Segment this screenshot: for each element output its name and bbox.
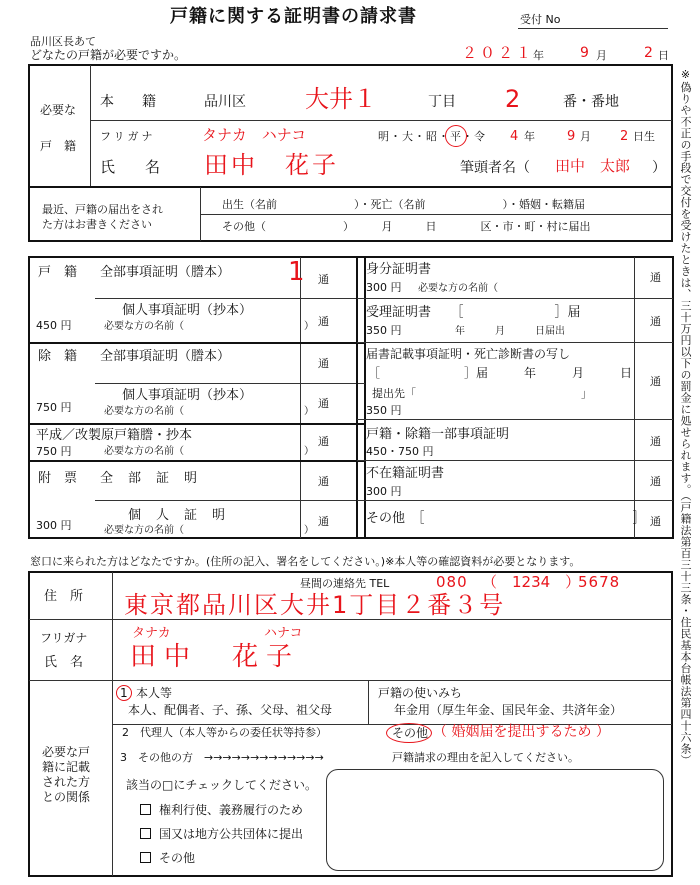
fuhyo-kojin-label: 個 人 証 明: [128, 508, 227, 523]
heisei-label: 平成／改製原戸籍謄・抄本: [36, 428, 193, 443]
juri-label[interactable]: 受理証明書 ［ ］届: [366, 305, 581, 320]
name-value[interactable]: 田中 花子: [204, 151, 339, 179]
tsu-unit: 通: [650, 271, 661, 284]
heisei-price: 750 円: [36, 445, 72, 458]
teishutsu-line[interactable]: 提出先「 」: [372, 387, 592, 400]
tel-part-3[interactable]: 5678: [578, 573, 621, 591]
applicant-furigana-2[interactable]: ハナコ: [264, 626, 303, 641]
check-instruction: 該当の□にチェックしてください。: [126, 778, 317, 792]
mibun-label: 身分証明書: [366, 262, 432, 277]
whose-koseki-question: どなたの戸籍が必要ですか。: [30, 48, 187, 62]
tel-part-1[interactable]: 080: [436, 573, 468, 591]
option3-reason-prompt: 戸籍請求の理由を記入してください。: [392, 751, 579, 764]
option1-number[interactable]: 1: [120, 686, 128, 700]
addressee: 品川区長あて: [30, 35, 96, 48]
koseki-zenbu-label: 全部事項証明（謄本）: [100, 265, 231, 280]
date-year[interactable]: ２０２１: [462, 44, 535, 62]
tsu-unit: 通: [318, 475, 329, 488]
fuhyo-row-label: 附 票: [38, 471, 78, 486]
birth-month[interactable]: 9: [567, 129, 576, 144]
window-visitor-question: 窓口に来られた方はどなたですか。(住所の記入、署名をしてください。)※本人等の確認資料が必要となります。: [30, 555, 581, 568]
receipt-number-label: 受付 No: [520, 13, 561, 26]
era-selected-circle: [445, 125, 467, 147]
tsu-unit: 通: [650, 515, 661, 528]
option1-detail: 本人、配偶者、子、孫、父母、祖父母: [128, 703, 333, 717]
joseki-name-note[interactable]: 必要な方の名前（ ）: [104, 406, 314, 417]
head-close-paren: ）: [652, 160, 666, 176]
banchi-value[interactable]: 2: [505, 85, 521, 113]
usage-other-label[interactable]: その他: [392, 726, 429, 740]
usage-other-reason[interactable]: （ 婚姻届を提出するため ）: [433, 724, 610, 740]
koseki-row-label: 戸 籍: [38, 265, 78, 280]
joseki-price: 750 円: [36, 401, 72, 414]
birth-day[interactable]: 2: [620, 129, 629, 144]
birth-year[interactable]: 4: [510, 129, 519, 144]
daytime-tel-label: 昼間の連絡先 TEL: [300, 577, 390, 590]
month-unit: 月: [596, 49, 607, 62]
address-label: 住 所: [44, 589, 84, 604]
tsu-unit: 通: [318, 515, 329, 528]
honseki-label: 本 籍: [100, 94, 156, 110]
tsu-unit: 通: [318, 315, 329, 328]
mibun-price: 300 円: [366, 281, 402, 294]
name-label: 氏 名: [100, 158, 161, 176]
todoke-line[interactable]: ［ ］届 年 月 日: [368, 366, 633, 380]
era-options[interactable]: 明・大・昭・平・令: [378, 130, 486, 143]
koseki-price: 450 円: [36, 319, 72, 332]
tsu-unit: 通: [650, 475, 661, 488]
birth-year-unit: 年: [524, 130, 535, 143]
applicant-name-label: 氏 名: [44, 655, 84, 670]
juri-price: 350 円: [366, 324, 402, 337]
ichibu-label: 戸籍・除籍一部事項証明: [366, 427, 510, 442]
day-unit: 日: [658, 49, 669, 62]
checkbox-icon[interactable]: [140, 852, 151, 863]
koseki-zenbu-count[interactable]: 1: [288, 257, 305, 287]
reason-input-box[interactable]: [326, 769, 664, 871]
form-title: 戸籍に関する証明書の請求書: [170, 6, 417, 27]
todoke-label: 届書記載事項証明・死亡診断書の写し: [366, 347, 571, 361]
address-value[interactable]: 東京都品川区大井1丁目２番３号: [124, 591, 506, 619]
birth-suffix: 日生: [633, 130, 655, 143]
honseki-city: 品川区: [204, 94, 246, 110]
head-of-family-value[interactable]: 田中 太郎: [555, 157, 631, 175]
relationship-label: 必要な戸 籍に記載 された方 との関係: [42, 745, 91, 804]
joseki-row-label: 除 籍: [38, 349, 78, 364]
ichibu-price: 450・750 円: [366, 445, 434, 458]
mibun-name-note[interactable]: 必要な方の名前（: [418, 283, 498, 294]
chome-unit: 丁目: [428, 94, 456, 110]
required-label: 必要な: [40, 103, 77, 117]
recent-birth-death-line[interactable]: 出生（名前 ）・死亡（名前 ）・婚姻・転籍届: [222, 198, 585, 211]
recent-notice-line1: 最近、戸籍の届出をされ: [42, 203, 163, 216]
check-option-2[interactable]: 国又は地方公共団体に提出: [140, 828, 303, 840]
joseki-kojin-label: 個人事項証明（抄本）: [122, 388, 253, 403]
birth-month-unit: 月: [580, 130, 591, 143]
fuhyo-name-note[interactable]: 必要な方の名前（ ）: [104, 525, 314, 536]
tsu-unit: 通: [318, 397, 329, 410]
honseki-chome-value[interactable]: 大井１: [305, 85, 377, 113]
applicant-furigana-1[interactable]: タナカ: [132, 626, 171, 641]
furigana-label: フリガナ: [100, 130, 156, 143]
heisei-name-note[interactable]: 必要な方の名前（ ）: [104, 446, 314, 457]
check-option-3[interactable]: その他: [140, 852, 195, 864]
furigana-value[interactable]: タナカ ハナコ: [202, 126, 307, 144]
tsu-unit: 通: [650, 375, 661, 388]
sonota-label[interactable]: その他 ［ ］: [366, 511, 646, 526]
tsu-unit: 通: [650, 435, 661, 448]
penalty-side-note: ※偽りや不正の手段で交付を受けたときは、三十万円以下の罰金に処せられます。（戸籍法第百三十三条・住民基本台帳法第四十六条）: [679, 68, 692, 766]
tel-part-2[interactable]: （ 1234 ）: [482, 573, 581, 591]
todoke-price: 350 円: [366, 404, 402, 417]
date-day[interactable]: 2: [644, 45, 653, 61]
option1-label[interactable]: 本人等: [136, 686, 173, 700]
fuhyo-zenbu-label: 全 部 証 明: [100, 471, 199, 486]
koseki-label: 戸 籍: [40, 139, 77, 153]
fuhyo-price: 300 円: [36, 519, 72, 532]
koseki-kojin-label: 個人事項証明（抄本）: [122, 303, 253, 318]
recent-other-line[interactable]: その他（ ） 月 日 区・市・町・村に届出: [222, 220, 591, 233]
usage-pension[interactable]: 年金用（厚生年金、国民年金、共済年金）: [394, 703, 623, 717]
fuzai-price: 300 円: [366, 485, 402, 498]
year-unit: 年: [533, 49, 544, 62]
applicant-name-value[interactable]: 田中 花子: [130, 642, 301, 672]
fuzai-label: 不在籍証明書: [366, 466, 445, 481]
checkbox-icon[interactable]: [140, 828, 151, 839]
option2-agent[interactable]: 2 代理人（本人等からの委任状等持参）: [122, 726, 327, 739]
date-month[interactable]: 9: [580, 45, 589, 61]
recent-notice-line2: た方はお書きください: [42, 218, 152, 231]
koseki-name-note[interactable]: 必要な方の名前（ ）: [104, 321, 314, 332]
tsu-unit: 通: [318, 435, 329, 448]
tsu-unit: 通: [318, 273, 329, 286]
checkbox-icon[interactable]: [140, 804, 151, 815]
check-option-1[interactable]: 権利行使、義務履行のため: [140, 804, 303, 816]
juri-date[interactable]: 年 月 日届出: [455, 326, 565, 337]
tsu-unit: 通: [650, 315, 661, 328]
usage-label: 戸籍の使いみち: [378, 686, 463, 700]
applicant-furigana-label: フリガナ: [40, 631, 88, 645]
head-of-family-label: 筆頭者名（: [460, 160, 530, 176]
tsu-unit: 通: [318, 357, 329, 370]
option3-other[interactable]: 3 その他の方 →→→→→→→→→→→→→: [120, 751, 324, 764]
banchi-unit: 番・番地: [563, 94, 619, 110]
joseki-zenbu-label: 全部事項証明（謄本）: [100, 349, 231, 364]
